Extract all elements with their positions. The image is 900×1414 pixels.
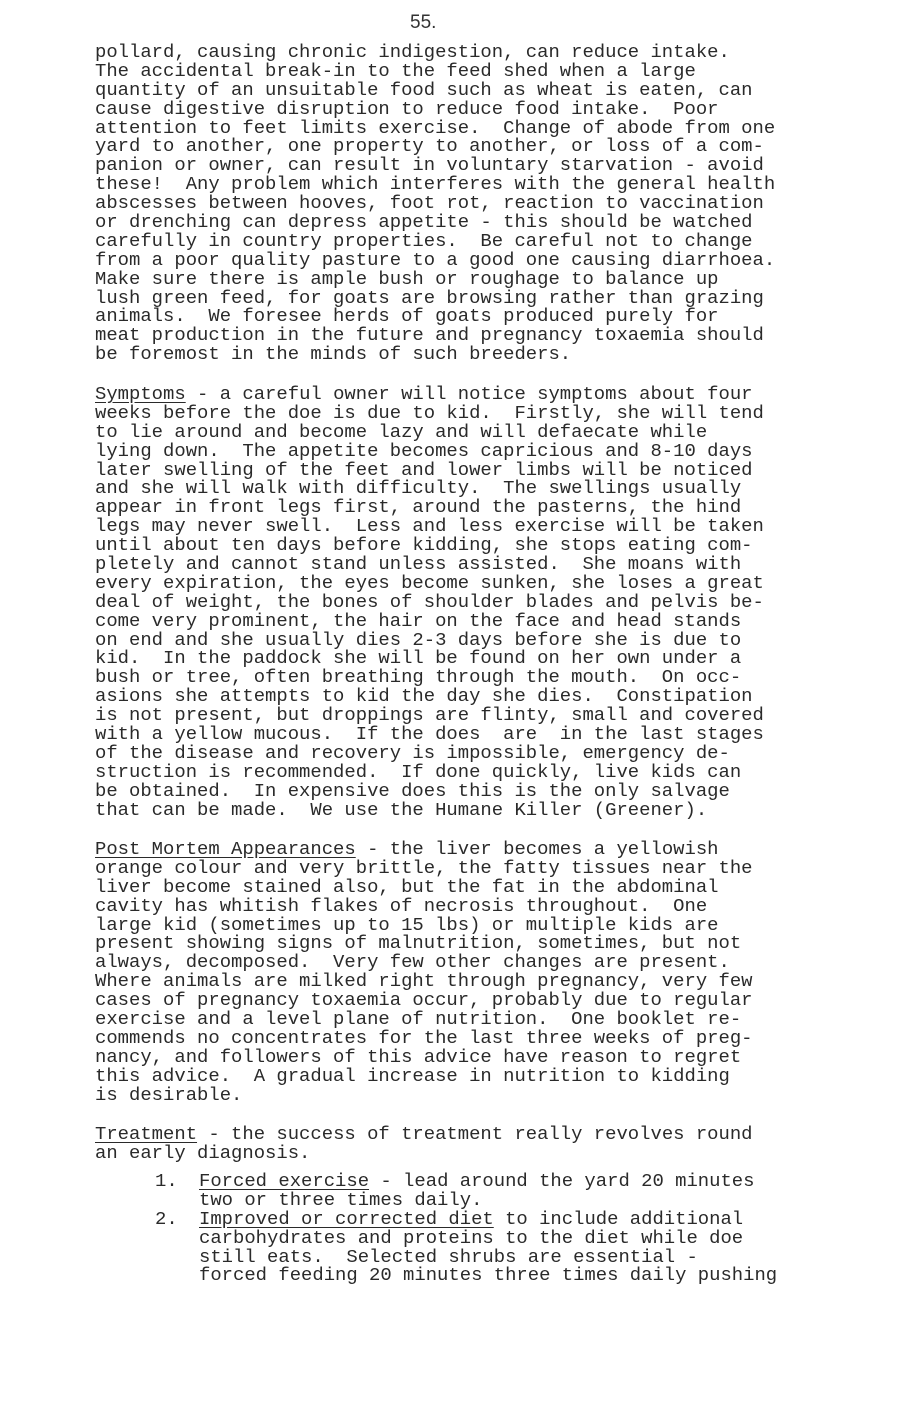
item-text: - lead around the yard 20 minutes: [369, 1170, 755, 1192]
text-line: panion or owner, can result in voluntary starvation - avoid: [95, 154, 764, 177]
text-line: yard to another, one property to another, or loss of a com-: [95, 135, 764, 158]
page-number: 55.: [410, 12, 437, 33]
item-number: 1.: [155, 1170, 178, 1192]
text-line: legs may never swell. Less and less exercise will be taken: [95, 515, 764, 538]
symptoms-heading: Symptoms: [95, 383, 186, 405]
text-line: liver become stained also, but the fat in the abdominal: [95, 875, 719, 898]
item-text: forced feeding 20 minutes three times daily pushing: [199, 1264, 778, 1287]
symptoms-first-line-text: - a careful owner will notice symptoms about four: [185, 383, 753, 405]
text-line: bush or tree, often breathing through the mouth. On occ-: [95, 666, 742, 689]
text-line: kid. In the paddock she will be found on her own under a: [95, 647, 742, 670]
text-line: cause digestive disruption to reduce food intake. Poor: [95, 97, 719, 120]
item-text: two or three times daily.: [199, 1188, 483, 1211]
text-line: always, decomposed. Very few other changes are present.: [95, 951, 730, 974]
text-line: meat production in the future and pregnancy toxaemia should: [95, 324, 764, 347]
text-line: that can be made. We use the Humane Killer (Greener).: [95, 798, 708, 821]
text-line: lying down. The appetite becomes capricious and 8-10 days: [95, 439, 753, 462]
text-line: lush green feed, for goats are browsing rather than grazing: [95, 286, 764, 309]
text-line: be obtained. In expensive does this is the only salvage: [95, 779, 730, 802]
symptoms-body: [95, 401, 764, 821]
text-line: this advice. A gradual increase in nutrition to kidding: [95, 1064, 730, 1087]
text-line: commends no concentrates for the last three weeks of preg-: [95, 1026, 753, 1049]
treatment-first-line-text: - the success of treatment really revolves round: [197, 1123, 753, 1145]
post-mortem-section: [95, 840, 753, 1104]
text-line: of the disease and recovery is impossible, emergency de-: [95, 741, 730, 764]
text-line: cases of pregnancy toxaemia occur, probably due to regular: [95, 989, 753, 1012]
text-line: until about ten days before kidding, she stops eating com-: [95, 534, 753, 557]
text-line: Make sure there is ample bush or roughage to balance up: [95, 267, 719, 290]
text-line: or drenching can depress appetite - this should be watched: [95, 211, 753, 234]
text-line: and she will walk with difficulty. The swellings usually: [95, 477, 742, 500]
item-text: carbohydrates and proteins to the diet while doe: [199, 1226, 744, 1249]
text-line: Where animals are milked right through pregnancy, very few: [95, 970, 753, 993]
text-line: exercise and a level plane of nutrition. One booklet re-: [95, 1008, 742, 1031]
text-line: cavity has whitish flakes of necrosis throughout. One: [95, 894, 708, 917]
text-line: quantity of an unsuitable food such as wheat is eaten, can: [95, 78, 753, 101]
text-line: be foremost in the minds of such breeders.: [95, 343, 572, 366]
post-mortem-body: [95, 856, 753, 1106]
treatment-list: [155, 1172, 777, 1285]
text-line: is not present, but droppings are flinty, small and covered: [95, 704, 764, 727]
text-line: present showing signs of malnutrition, sometimes, but not: [95, 932, 742, 955]
treatment-heading: Treatment: [95, 1123, 198, 1145]
item-title: Forced exercise: [199, 1170, 370, 1192]
text-line: is desirable.: [95, 1083, 243, 1106]
text-line: carefully in country properties. Be careful not to change: [95, 229, 753, 252]
text-line: pletely and cannot stand unless assisted. She moans with: [95, 553, 742, 576]
text-line: to lie around and become lazy and will defaecate while: [95, 420, 708, 443]
intro-paragraph: [95, 43, 775, 364]
text-line: deal of weight, the bones of shoulder blades and pelvis be-: [95, 590, 764, 613]
post-mortem-heading: Post Mortem Appearances: [95, 838, 356, 860]
text-line: nancy, and followers of this advice have reason to regret: [95, 1045, 742, 1068]
item-number: 2.: [155, 1207, 178, 1230]
text-line: struction is recommended. If done quickly, live kids can: [95, 760, 742, 783]
treatment-section: [95, 1125, 753, 1163]
symptoms-section: [95, 385, 764, 819]
treatment-item-2: [155, 1207, 778, 1287]
text-line: appear in front legs first, around the pasterns, the hind: [95, 496, 742, 519]
text-line: The accidental break-in to the feed shed when a large: [95, 59, 696, 82]
text-line: these! Any problem which interferes with the general health: [95, 173, 776, 196]
item-title: Improved or corrected diet: [199, 1207, 494, 1230]
text-line: with a yellow mucous. If the does are in the last stages: [95, 723, 764, 746]
text-line: attention to feet limits exercise. Change of abode from one: [95, 116, 776, 139]
text-line: every expiration, the eyes become sunken, she loses a great: [95, 571, 764, 594]
treatment-item-1: [155, 1172, 777, 1210]
item-text: to include additional: [493, 1207, 744, 1230]
text-line: from a poor quality pasture to a good one causing diarrhoea.: [95, 248, 776, 271]
text-line: large kid (sometimes up to 15 lbs) or multiple kids are: [95, 913, 719, 936]
text-line: an early diagnosis.: [95, 1141, 311, 1164]
text-line: orange colour and very brittle, the fatty tissues near the: [95, 856, 753, 879]
item-text: still eats. Selected shrubs are essential -: [199, 1245, 698, 1268]
text-line: pollard, causing chronic indigestion, can reduce intake.: [95, 41, 730, 63]
text-line: later swelling of the feet and lower limbs will be noticed: [95, 458, 753, 481]
text-line: animals. We foresee herds of goats produced purely for: [95, 305, 719, 328]
post-mortem-first-line-text: - the liver becomes a yellowish: [355, 838, 719, 860]
treatment-body: [95, 1141, 753, 1164]
text-line: weeks before the doe is due to kid. Firstly, she will tend: [95, 401, 764, 424]
text-line: on end and she usually dies 2-3 days before she is due to: [95, 628, 742, 651]
text-line: come very prominent, the hair on the face and head stands: [95, 609, 742, 632]
text-line: abscesses between hooves, foot rot, reaction to vaccination: [95, 192, 764, 215]
text-line: asions she attempts to kid the day she dies. Constipation: [95, 685, 753, 708]
